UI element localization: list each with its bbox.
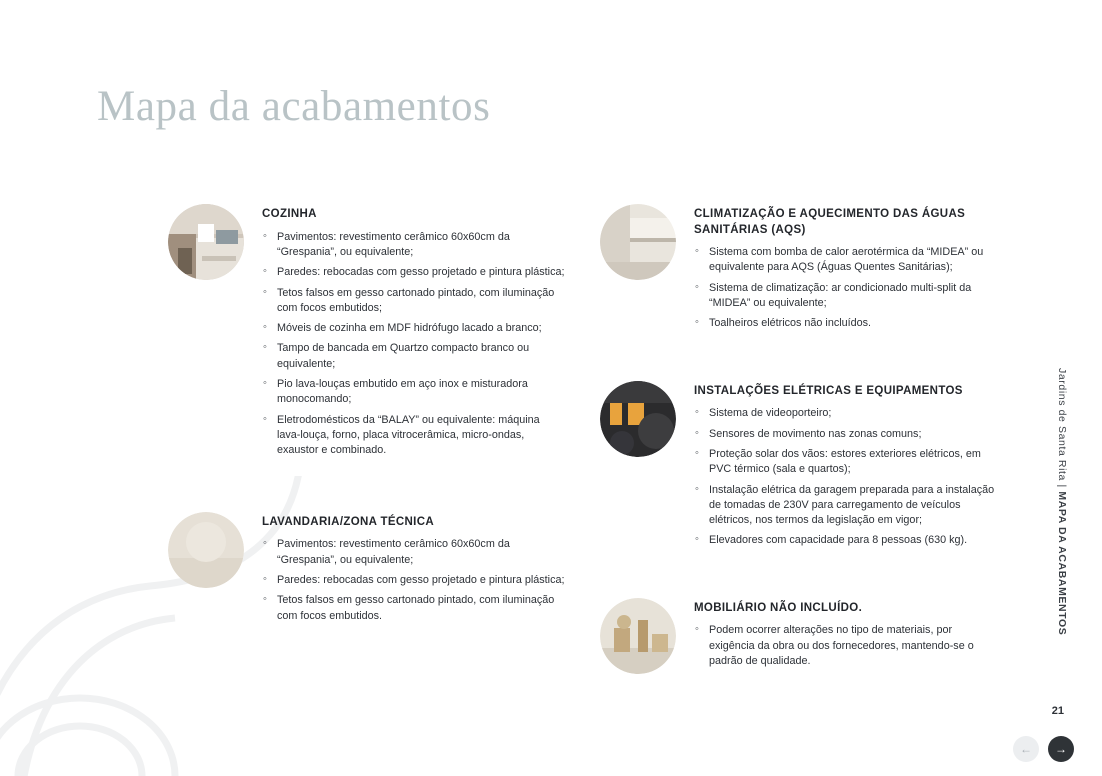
list-item: ◦ Tampo de bancada em Quartzo compacto branco ou equivalente;	[262, 341, 566, 372]
list-item: ◦ Paredes: rebocadas com gesso projetado e pintura plástica;	[262, 265, 566, 280]
slide-navigation	[1013, 736, 1074, 762]
section-heading: MOBILIÁRIO NÃO INCLUÍDO.	[694, 601, 863, 614]
furniture-thumbnail	[600, 598, 676, 674]
kitchen-thumbnail	[168, 204, 244, 280]
section-heading: COZINHA	[262, 208, 317, 220]
left-column	[168, 200, 566, 714]
list-item: ◦ Toalheiros elétricos não incluídos.	[694, 316, 998, 331]
electrical-thumbnail	[600, 381, 676, 457]
section-lavandaria	[168, 508, 566, 629]
list-item: ◦ Sistema com bomba de calor aerotérmica da “MIDEA” ou equivalente para AQS (Águas Quentes Sanitárias);	[694, 245, 998, 276]
section-body	[694, 377, 998, 554]
list-item: ◦ Instalação elétrica da garagem preparada para a instalação de tomadas de 230V para carregamento de veículos elétricos, nos termos da legislação em vigor;	[694, 483, 998, 529]
section-body	[694, 594, 998, 675]
section-instalacoes	[600, 377, 998, 554]
arrow-right-icon[interactable]: →	[1048, 736, 1074, 762]
side-brand: Jardins de Santa Rita	[1056, 368, 1068, 481]
list-item: ◦ Sistema de climatização: ar condicionado multi-split da “MIDEA” ou equivalente;	[694, 281, 998, 312]
list-item: ◦ Móveis de cozinha em MDF hidrófugo lacado a branco;	[262, 321, 566, 336]
list-item: ◦ Sistema de videoporteiro;	[694, 406, 998, 421]
content-columns	[168, 200, 998, 714]
section-heading: INSTALAÇÕES ELÉTRICAS E EQUIPAMENTOS	[694, 384, 963, 397]
section-mobiliario	[600, 594, 998, 675]
page-title: Mapa da acabamentos	[97, 83, 491, 130]
section-body	[262, 508, 566, 629]
section-items	[694, 623, 998, 669]
arrow-left-icon[interactable]: ←	[1013, 736, 1039, 762]
list-item: ◦ Pavimentos: revestimento cerâmico 60x60cm da “Grespania”, ou equivalente;	[262, 230, 566, 261]
section-items	[694, 245, 998, 332]
list-item: ◦ Elevadores com capacidade para 8 pessoas (630 kg).	[694, 533, 998, 548]
list-item: ◦ Pavimentos: revestimento cerâmico 60x60cm da “Grespania”, ou equivalente;	[262, 537, 566, 568]
section-cozinha	[168, 200, 566, 464]
list-item: ◦ Tetos falsos em gesso cartonado pintado, com iluminação com focos embutidos;	[262, 286, 566, 317]
side-section: MAPA DA ACABAMENTOS	[1056, 491, 1068, 636]
list-item: ◦ Sensores de movimento nas zonas comuns;	[694, 427, 998, 442]
page-number: 21	[1051, 705, 1064, 717]
section-heading: LAVANDARIA/ZONA TÉCNICA	[262, 515, 435, 528]
list-item: ◦ Proteção solar dos vãos: estores exteriores elétricos, em PVC térmico (sala e quartos);	[694, 447, 998, 478]
section-body	[262, 200, 566, 464]
section-climatizacao	[600, 200, 998, 337]
list-item: ◦ Podem ocorrer alterações no tipo de materiais, por exigência da obra ou dos fornecedores, mantendo-se o padrão de qualidade.	[694, 623, 998, 669]
hvac-thumbnail	[600, 204, 676, 280]
section-heading: CLIMATIZAÇÃO E AQUECIMENTO DAS ÁGUAS SANITÁRIAS (AQS)	[694, 208, 966, 236]
laundry-thumbnail	[168, 512, 244, 588]
right-column	[600, 200, 998, 714]
list-item: ◦ Paredes: rebocadas com gesso projetado e pintura plástica;	[262, 573, 566, 588]
side-separator: |	[1056, 484, 1068, 488]
section-body	[694, 200, 998, 337]
section-items	[262, 537, 566, 624]
section-items	[694, 406, 998, 549]
list-item: ◦ Pio lava-louças embutido em aço inox e misturadora monocomando;	[262, 377, 566, 408]
list-item: ◦ Tetos falsos em gesso cartonado pintado, com iluminação com focos embutidos.	[262, 593, 566, 624]
section-items	[262, 230, 566, 459]
list-item: ◦ Eletrodomésticos da “BALAY” ou equivalente: máquina lava-louça, forno, placa vitrocerâmica, micro-ondas, exaustor e combinado.	[262, 413, 566, 459]
side-running-header	[1052, 368, 1068, 635]
